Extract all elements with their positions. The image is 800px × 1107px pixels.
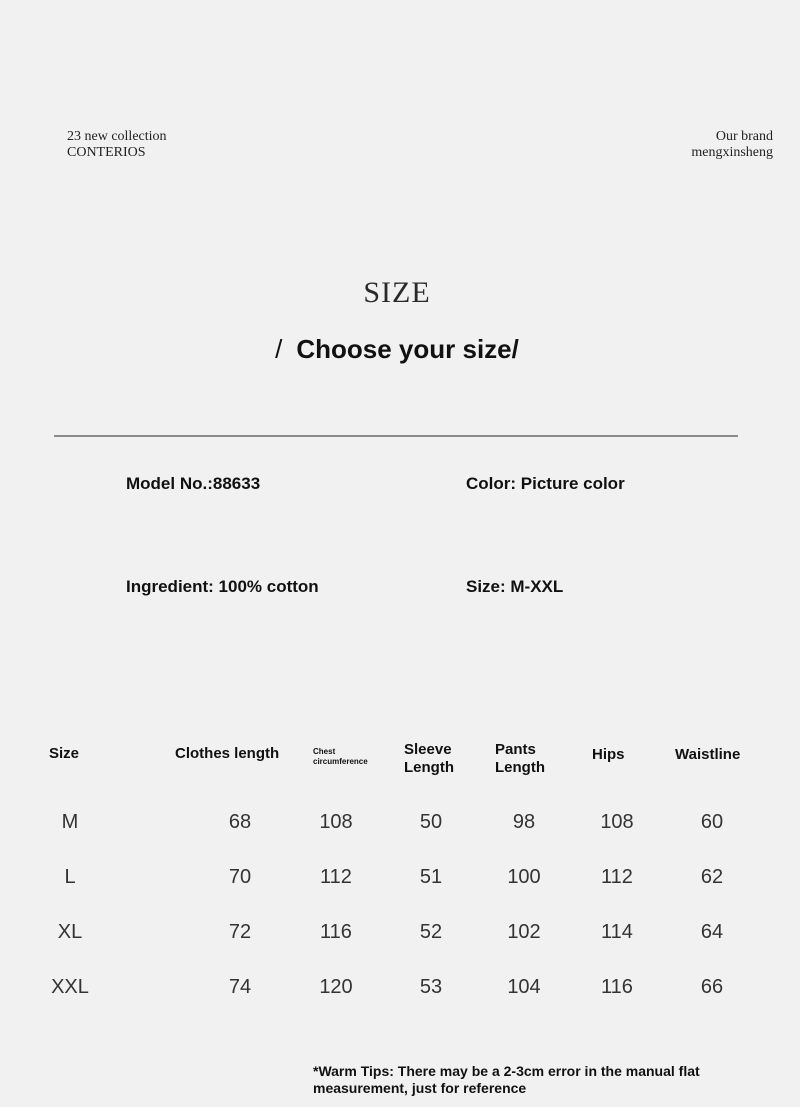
header-waistline: Waistline xyxy=(675,746,741,763)
table-cell: XL xyxy=(57,921,83,943)
table-cell: 70 xyxy=(228,866,252,888)
table-cell: 116 xyxy=(320,921,352,943)
table-cell: 62 xyxy=(700,866,724,888)
warm-tips-line1: *Warm Tips: There may be a 2-3cm error in the manual flat xyxy=(313,1063,700,1079)
table-cell: M xyxy=(61,811,79,833)
warm-tips-line2: measurement, just for reference xyxy=(313,1080,527,1096)
warm-tips xyxy=(313,1063,763,1097)
subtitle xyxy=(0,334,794,365)
table-cell: 116 xyxy=(601,976,633,998)
table-cell: 112 xyxy=(320,866,352,888)
table-cell: 51 xyxy=(419,866,443,888)
brand-block xyxy=(691,129,773,161)
table-cell: XXL xyxy=(51,976,89,998)
color-info: Color: Picture color xyxy=(466,474,625,493)
header-sleeve-length xyxy=(404,741,454,777)
table-cell: 66 xyxy=(700,976,724,998)
table-cell: 98 xyxy=(512,811,536,833)
header-pants-line2: Length xyxy=(495,759,545,776)
collection-name: CONTERIOS xyxy=(67,145,146,160)
header-chest-line2: circumference xyxy=(313,757,368,766)
header-sleeve-line2: Length xyxy=(404,759,454,776)
table-cell: 114 xyxy=(601,921,633,943)
header-chest xyxy=(313,747,368,767)
size-range-info: Size: M-XXL xyxy=(466,577,564,596)
table-cell: 112 xyxy=(601,866,633,888)
table-cell: 52 xyxy=(419,921,443,943)
table-cell: 53 xyxy=(419,976,443,998)
header-chest-line1: Chest xyxy=(313,747,336,756)
model-number: Model No.:88633 xyxy=(126,474,261,493)
table-cell: 50 xyxy=(419,811,443,833)
header-pants-line1: Pants xyxy=(495,741,536,758)
table-cell: 74 xyxy=(228,976,252,998)
table-cell: L xyxy=(64,866,76,888)
our-brand-label: Our brand xyxy=(715,129,773,144)
table-cell: 104 xyxy=(507,976,541,998)
header-hips: Hips xyxy=(592,746,625,763)
table-cell: 120 xyxy=(319,976,353,998)
table-cell: 102 xyxy=(507,921,541,943)
subtitle-text: Choose your size/ xyxy=(296,334,519,364)
slash-mark: / xyxy=(275,334,283,364)
table-cell: 108 xyxy=(600,811,634,833)
table-cell: 100 xyxy=(507,866,541,888)
table-cell: 64 xyxy=(700,921,724,943)
header-pants-length xyxy=(495,741,545,777)
brand-name: mengxinsheng xyxy=(691,145,773,160)
header-sleeve-line1: Sleeve xyxy=(404,741,452,758)
table-cell: 60 xyxy=(700,811,724,833)
table-cell: 72 xyxy=(228,921,252,943)
table-cell: 108 xyxy=(319,811,353,833)
header-size: Size xyxy=(49,745,80,762)
page-title: SIZE xyxy=(363,276,431,309)
table-cell: 68 xyxy=(228,811,252,833)
collection-block xyxy=(67,129,167,161)
header-clothes-length: Clothes length xyxy=(175,745,280,762)
divider xyxy=(54,435,738,437)
ingredient-info: Ingredient: 100% cotton xyxy=(126,577,319,596)
collection-line: 23 new collection xyxy=(67,129,167,144)
